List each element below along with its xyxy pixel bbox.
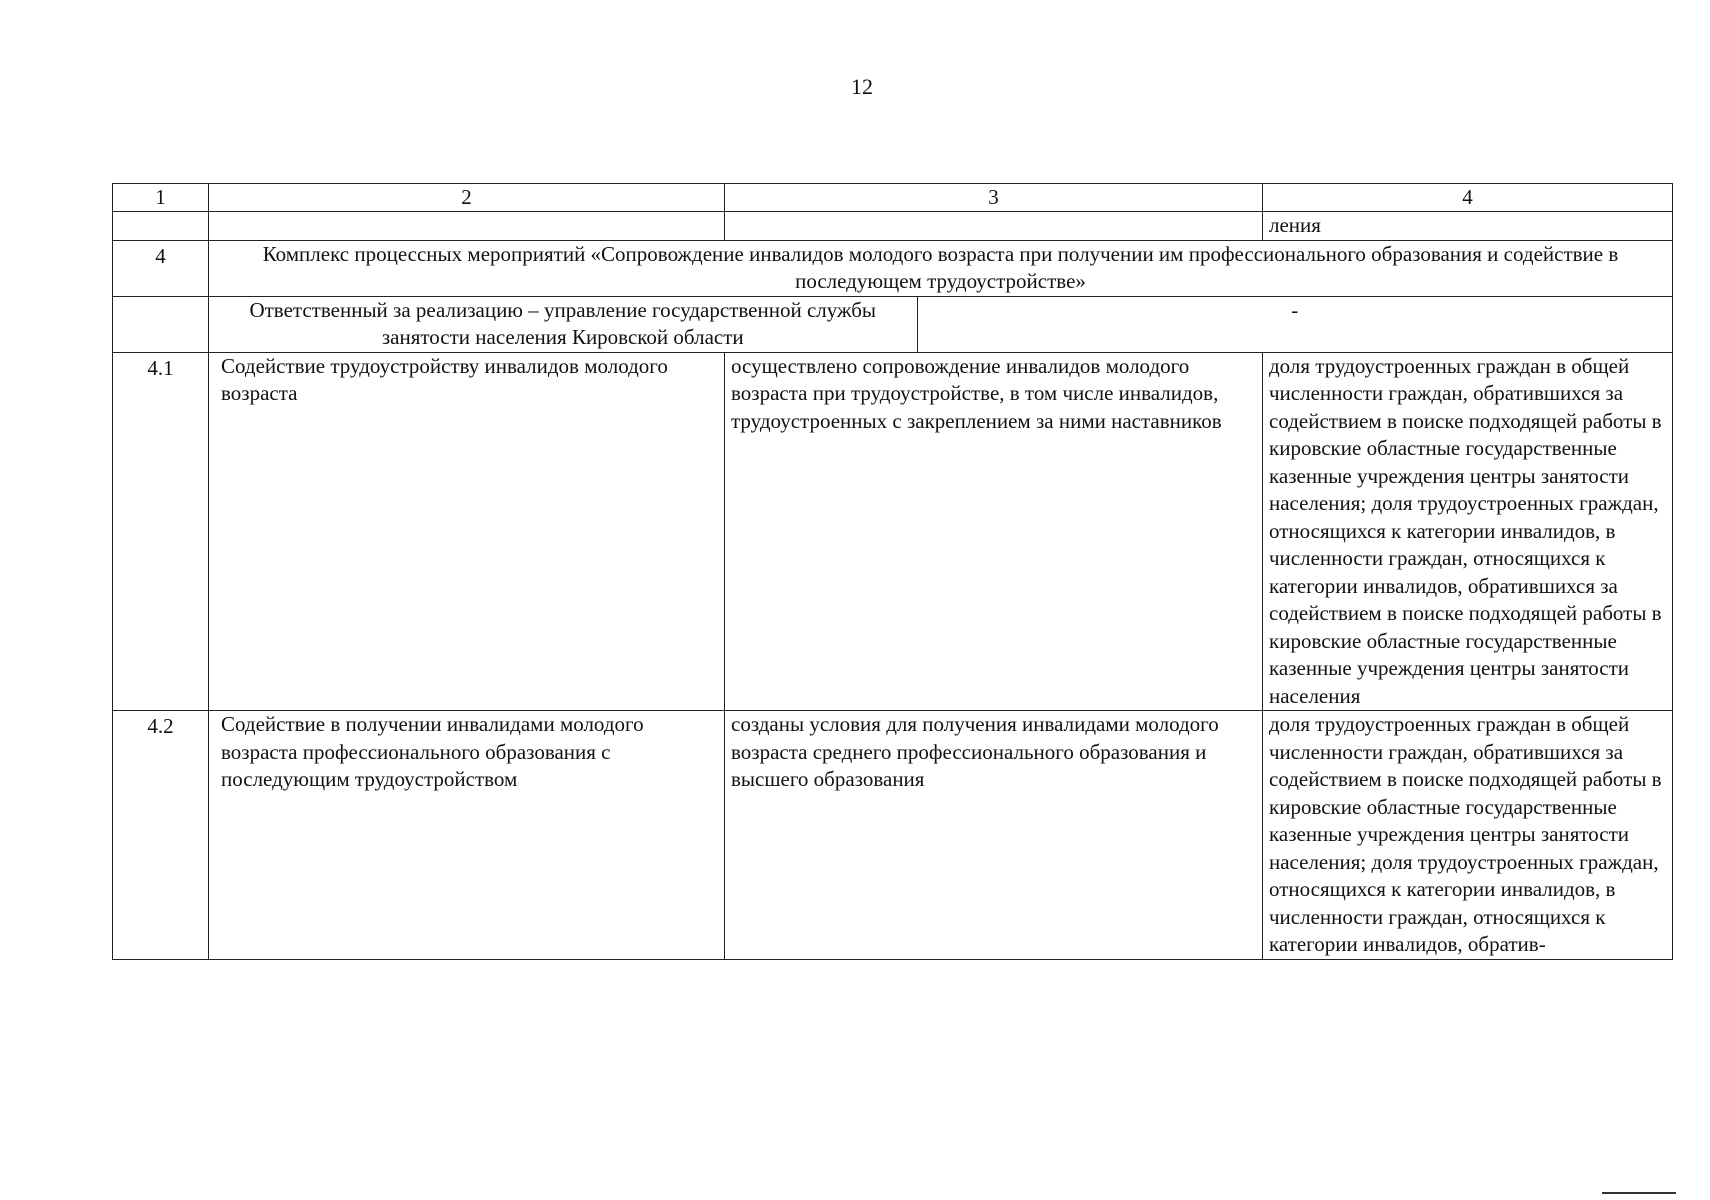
table-row (113, 352, 1673, 711)
complex-title: Комплекс процессных мероприятий «Сопровождение инвалидов молодого возраста при получении им профессионального образования и содействие в последующем трудоустройстве» (209, 240, 1673, 296)
responsible-empty-cell (113, 296, 209, 352)
page-footer-line (1602, 1192, 1676, 1194)
responsible-cell (209, 296, 1673, 352)
row-indicator: доля трудоустроенных граждан в общей численности граждан, обратившихся за содействием в поиске подходящей работы в кировские областные государственные казенные учреждения центры занятости населения; доля трудоустроенных граждан, относящихся к категории инвалидов, в численности граждан, относящихся к категории инвалидов, обратившихся за содействием в поиске подходящей работы в кировские областные государственные казенные учреждения центры занятости населения (1263, 352, 1673, 711)
complex-row (113, 240, 1673, 296)
column-number-3: 3 (725, 184, 1263, 212)
continuation-cell-1 (113, 212, 209, 241)
row-indicator: доля трудоустроенных граждан в общей численности граждан, обратившихся за содействием в поиске подходящей работы в кировские областные государственные казенные учреждения центры занятости населения; доля трудоустроенных граждан, относящихся к категории инвалидов, в численности граждан, относящихся к категории инвалидов, обратив- (1263, 711, 1673, 960)
column-number-row (113, 184, 1673, 212)
continuation-text: ления (1263, 212, 1673, 241)
continuation-cell-2 (209, 212, 725, 241)
column-number-2: 2 (209, 184, 725, 212)
continuation-row (113, 212, 1673, 241)
row-task: Содействие в получении инвалидами молодого возраста профессионального образования с последующим трудоустройством (209, 711, 725, 960)
page-number: 12 (851, 74, 873, 99)
measures-table (112, 183, 1673, 960)
row-task: Содействие трудоустройству инвалидов молодого возраста (209, 352, 725, 711)
responsible-value: - (1291, 297, 1299, 322)
row-number: 4.1 (113, 352, 209, 711)
responsible-row (113, 296, 1673, 352)
row-result: осуществлено сопровождение инвалидов молодого возраста при трудоустройстве, в том числе инвалидов, трудоустроенных с закреплением за ними наставников (725, 352, 1263, 711)
responsible-label: Ответственный за реализацию – управление государственной службы занятости населения Кировской области (209, 297, 917, 352)
row-number: 4.2 (113, 711, 209, 960)
document-table-container (112, 183, 1672, 960)
column-number-1: 1 (113, 184, 209, 212)
complex-number: 4 (113, 240, 209, 296)
row-result: созданы условия для получения инвалидами молодого возраста среднего профессионального образования и высшего образования (725, 711, 1263, 960)
table-row (113, 711, 1673, 960)
column-number-4: 4 (1263, 184, 1673, 212)
continuation-cell-3 (725, 212, 1263, 241)
